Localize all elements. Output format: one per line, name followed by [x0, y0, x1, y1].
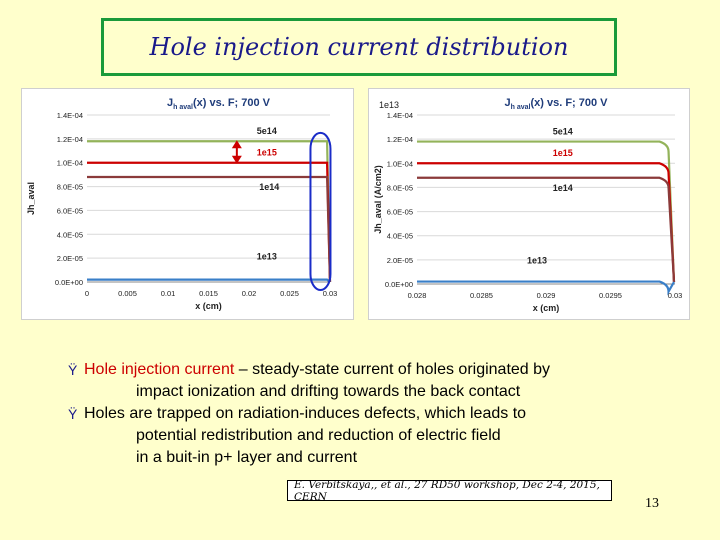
x-axis-label: x (cm): [195, 301, 222, 311]
series-label-1e13: 1e13: [526, 255, 547, 266]
bullet-text-cont: in a buit-in p+ layer and current: [136, 449, 358, 466]
y-tick-label: 2.0E-05: [386, 255, 413, 265]
reference-text: E. Verbitskaya,, et al., 27 RD50 workshop, Dec 2-4, 2015, CERN: [294, 478, 600, 503]
x-tick-label: 0.02: [241, 289, 257, 298]
y-tick-label: 0.0E+00: [384, 280, 413, 289]
series-label-5e14: 5e14: [256, 126, 277, 137]
x-tick-label: 0.0285: [470, 291, 493, 300]
right-chart-panel: [368, 88, 690, 320]
series-label-1e15: 1e15: [552, 148, 573, 159]
chart-title: $J_{h aval}(x)$ vs. F; 700 V: [504, 97, 608, 111]
series-label-5e14: 5e14: [552, 126, 573, 137]
bullet-list: [68, 359, 628, 469]
y-tick-label: 6.0E-05: [386, 207, 413, 217]
x-tick-label: 0.029: [536, 291, 556, 300]
chart-title: $J_{h aval}(x)$ vs. F; 700 V: [166, 97, 271, 111]
y-tick-label: 1.0E-04: [386, 159, 413, 169]
y-axis-label: Jh_aval (A/cm2): [373, 165, 383, 234]
x-tick-label: 0.0295: [599, 291, 622, 300]
x-axis-label: x (cm): [532, 303, 560, 313]
y-tick-label: 4.0E-05: [386, 231, 413, 241]
y-tick-label: 1.4E-04: [386, 111, 413, 120]
series-line-1e14: [417, 178, 674, 282]
x-tick-label: 0: [84, 289, 90, 298]
y-tick-label: 1.2E-04: [386, 135, 413, 145]
y-tick-label: 2.0E-05: [56, 254, 83, 264]
left-chart: [22, 89, 353, 319]
series-label-1e15: 1e15: [256, 147, 277, 158]
series-label-1e13: 1e13: [256, 251, 277, 262]
bullet-text: Holes are trapped on radiation-induces defects, which leads to: [84, 405, 527, 422]
x-tick-label: 0.025: [280, 289, 299, 298]
y-tick-label: 1.2E-04: [56, 134, 83, 144]
x-tick-label: 0.015: [199, 289, 218, 298]
bullet-text-cont: potential redistribution and reduction of electric field: [136, 427, 501, 444]
bullet-text: – steady-state current of holes originated by: [234, 361, 551, 378]
page-number: 13: [645, 496, 659, 511]
y-tick-label: 1.4E-04: [56, 111, 83, 120]
left-chart-panel: [21, 88, 354, 320]
x-tick-label: 0.01: [160, 289, 176, 298]
y-axis-label: Jh_aval: [26, 181, 36, 216]
check-mark-icon: Ÿ: [68, 362, 78, 378]
bullet-item-trapping: [68, 403, 628, 469]
series-label-1e14: 1e14: [552, 183, 573, 194]
y-tick-label: 4.0E-05: [56, 230, 83, 240]
series-line-1e14: [87, 177, 330, 282]
series-line-1e15: [87, 163, 330, 282]
y-tick-label: 1.0E-04: [56, 158, 83, 168]
right-chart: [369, 89, 689, 319]
title-box: [101, 18, 617, 76]
x-tick-label: 0.03: [322, 289, 338, 298]
y-tick-label: 8.0E-05: [386, 183, 413, 193]
series-label-1e14: 1e14: [259, 182, 280, 193]
bullet-text-cont: impact ionization and drifting towards the back contact: [136, 383, 521, 400]
highlight-term: Hole injection current: [84, 361, 235, 378]
x-tick-label: 0.028: [407, 291, 427, 300]
bullet-item-injection: [68, 359, 628, 403]
y-tick-label: 8.0E-05: [56, 182, 83, 192]
slide-title: Hole injection current distribution: [149, 33, 569, 61]
y-tick-label: 0.0E+00: [54, 278, 83, 287]
check-mark-icon: Ÿ: [68, 406, 78, 422]
y-tick-label: 6.0E-05: [56, 206, 83, 216]
x-tick-label: 0.005: [118, 289, 137, 298]
reference-box: [287, 480, 612, 501]
corner-label: 1e13: [379, 100, 400, 110]
x-tick-label: 0.03: [667, 291, 683, 300]
